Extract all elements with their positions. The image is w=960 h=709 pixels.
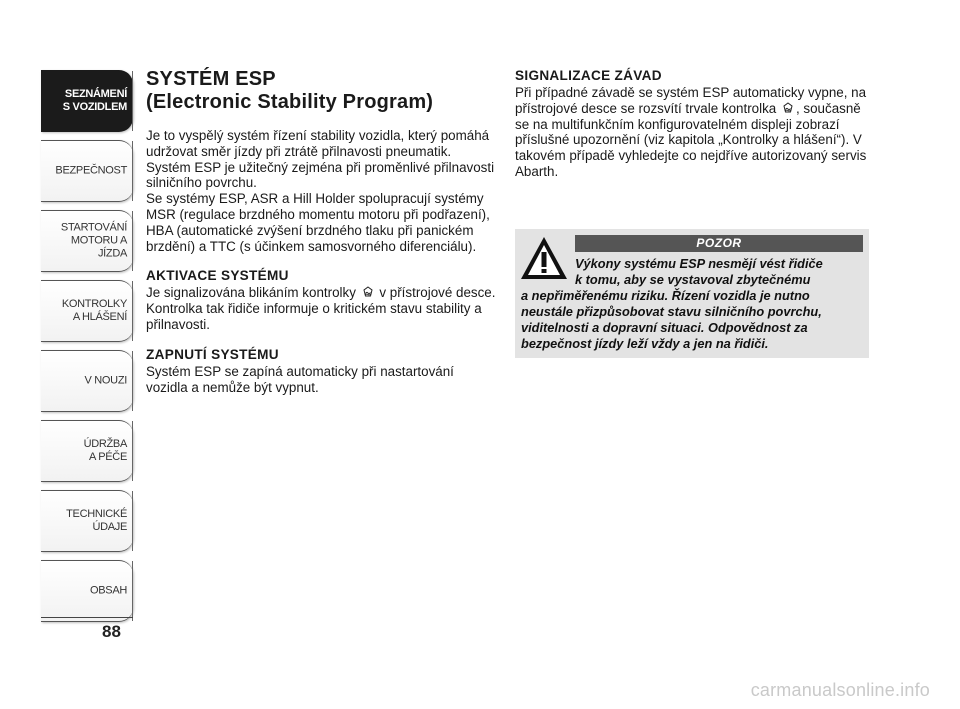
section-heading-activation: AKTIVACE SYSTÉMU [146, 268, 289, 284]
chapter-tabs [41, 70, 133, 630]
page-number: 88 [102, 622, 121, 641]
tab-technicke-udaje[interactable] [41, 490, 133, 552]
tab-v-nouzi[interactable] [41, 350, 133, 412]
tab-bezpecnost[interactable] [41, 140, 133, 202]
enable-text: Systém ESP se zapíná automaticky při nastartování vozidla a nemůže být vypnut. [146, 363, 454, 395]
warning-text: Výkony systému ESP nesmějí vést řidiče k tomu, aby se vystavoval zbytečnému a nepřiměřenému riziku. Řízení vozidla je nutno neustále přizpůsobovat stavu silničního povrchu, viditelnosti a dopravní situaci. Odpovědnost za bezpečnost jízdy leží vždy a jen na řidiči. [521, 256, 823, 351]
intro-text [146, 128, 496, 254]
intro-paragraph: Systém ESP je užitečný zejména při proměnlivé přilnavosti silničního povrchu. [146, 159, 495, 191]
section-heading-faults: SIGNALIZACE ZÁVAD [515, 68, 662, 83]
tab-label: OBSAH [89, 584, 127, 597]
tab-label: TECHNICKÉ ÚDAJE [66, 508, 127, 533]
tab-startovani[interactable] [41, 210, 133, 272]
esp-warning-light-icon [782, 102, 794, 114]
divider [41, 617, 133, 618]
tab-label: BEZPEČNOST [55, 164, 127, 177]
tab-udrzba[interactable] [41, 420, 133, 482]
intro-paragraph: Je to vyspělý systém řízení stability vozidla, který pomáhá udržovat směr jízdy při ztrátě přilnavosti pneumatik. [146, 128, 490, 159]
tab-label: ÚDRŽBA A PÉČE [83, 438, 127, 463]
warning-label: POZOR [575, 235, 863, 252]
tab-label: V NOUZI [84, 374, 127, 387]
tab-label: SEZNÁMENÍ S VOZIDLEM [62, 88, 127, 113]
warning-box [515, 229, 869, 358]
fault-text: Při případné závadě se systém ESP automaticky vypne, na přístrojové desce se rozsvítí trvale kontrolka , současně se na multifunkčním konfigurovatelném displeji zobrazí příslušné upozornění (viz kapitola „Kontrolky a hlášení“). V takovém případě vyhledejte co nejdříve autorizovaný servis Abarth. [515, 85, 867, 179]
intro-paragraph: Se systémy ESP, ASR a Hill Holder spolupracují systémy MSR (regulace brzdného momentu motoru při podřazení), HBA (automatické zvýšení brzdného tlaku při panickém brzdění) a TTC (s účinkem samosvorného diferenciálu). [146, 191, 490, 254]
activation-text: Je signalizována blikáním kontrolky v přístrojové desce. Kontrolka tak řidiče informuje o kritickém stavu stability a přilnavosti. [146, 285, 496, 332]
tab-label: STARTOVÁNÍ MOTORU A JÍZDA [60, 221, 127, 260]
esp-warning-light-icon [362, 286, 374, 298]
left-column [146, 68, 496, 395]
tab-kontrolky[interactable] [41, 280, 133, 342]
tab-label: KONTROLKY A HLÁŠENÍ [61, 298, 127, 323]
watermark: carmanualsonline.info [750, 680, 930, 700]
title-line-2: (Electronic Stability Program) [146, 91, 434, 113]
section-heading-enable: ZAPNUTÍ SYSTÉMU [146, 346, 279, 362]
tab-seznameni[interactable] [41, 70, 133, 132]
page-title [146, 68, 496, 114]
tab-obsah[interactable] [41, 560, 133, 622]
right-column [515, 68, 875, 180]
title-line-1: SYSTÉM ESP [146, 68, 276, 90]
